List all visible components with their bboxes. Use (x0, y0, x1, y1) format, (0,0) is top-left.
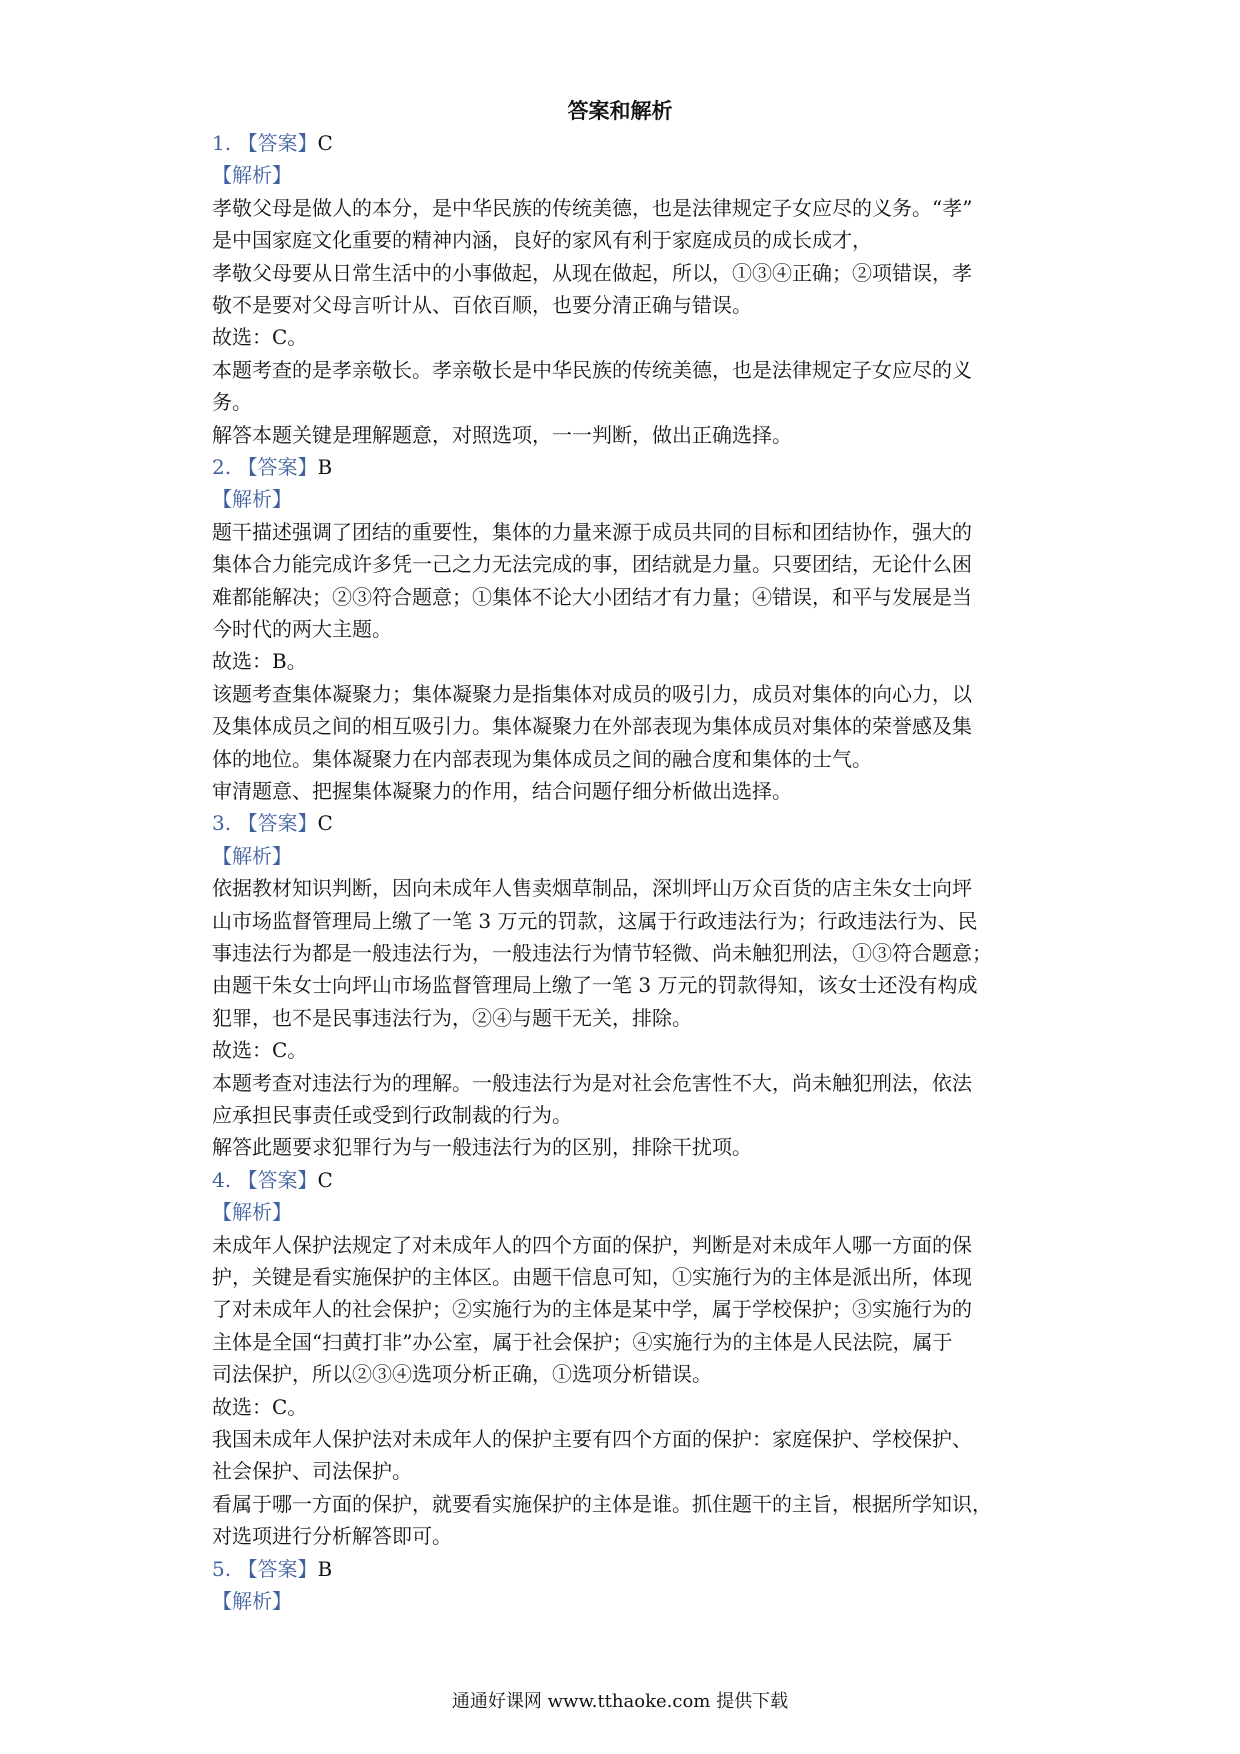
text-line (212, 1232, 1042, 1258)
line-text: B (317, 1557, 333, 1581)
line-text: 审清题意、把握集体凝聚力的作用，结合问题仔细分析做出选择。 (212, 779, 792, 803)
line-text: C (317, 811, 333, 835)
analysis-label-line (212, 486, 1042, 512)
line-text: 本题考查的是孝亲敬长。孝亲敬长是中华民族的传统美德，也是法律规定子女应尽的义 (212, 358, 972, 382)
text-line (212, 746, 1042, 772)
line-text: 依据教材知识判断，因向未成年人售卖烟草制品，深圳坪山万众百货的店主朱女士向坪 (212, 876, 972, 900)
line-text: C (317, 131, 333, 155)
text-line (212, 1005, 1042, 1031)
analysis-label-line (212, 843, 1042, 869)
line-text: 该题考查集体凝聚力；集体凝聚力是指集体对成员的吸引力，成员对集体的向心力，以 (212, 682, 972, 706)
answer-line (212, 130, 1042, 156)
line-text: 孝敬父母是做人的本分，是中华民族的传统美德，也是法律规定子女应尽的义务。“孝” (212, 196, 973, 220)
text-line (212, 357, 1042, 383)
line-text: 难都能解决；②③符合题意；①集体不论大小团结才有力量；④错误，和平与发展是当 (212, 585, 972, 609)
blue-label: 3. 【答案】 (212, 811, 318, 835)
line-text: 解答本题关键是理解题意，对照选项，一一判断，做出正确选择。 (212, 423, 792, 447)
text-line (212, 1296, 1042, 1322)
answer-line (212, 1556, 1042, 1582)
text-line (212, 1458, 1042, 1484)
line-text: 了对未成年人的社会保护；②实施行为的主体是某中学，属于学校保护；③实施行为的 (212, 1297, 972, 1321)
text-line (212, 324, 1042, 350)
text-line (212, 681, 1042, 707)
line-text: 事违法行为都是一般违法行为，一般违法行为情节轻微、尚未触犯刑法，①③符合题意； (212, 941, 992, 965)
text-line (212, 1523, 1042, 1549)
line-text: 体的地位。集体凝聚力在内部表现为集体成员之间的融合度和集体的士气。 (212, 747, 872, 771)
blue-label: 2. 【答案】 (212, 455, 318, 479)
line-text: 解答此题要求犯罪行为与一般违法行为的区别，排除干扰项。 (212, 1135, 752, 1159)
line-text: 犯罪，也不是民事违法行为，②④与题干无关，排除。 (212, 1006, 692, 1030)
line-text: 看属于哪一方面的保护，就要看实施保护的主体是谁。抓住题干的主旨，根据所学知识， (212, 1492, 992, 1516)
blue-label: 【解析】 (212, 163, 292, 187)
line-text: 由题干朱女士向坪山市场监督管理局上缴了一笔 3 万元的罚款得知，该女士还没有构成 (212, 973, 978, 997)
line-text: 故选：B。 (212, 649, 307, 673)
text-line (212, 389, 1042, 415)
text-line (212, 1134, 1042, 1160)
line-text: 及集体成员之间的相互吸引力。集体凝聚力在外部表现为集体成员对集体的荣誉感及集 (212, 714, 972, 738)
blue-label: 【解析】 (212, 1200, 292, 1224)
line-text: 应承担民事责任或受到行政制裁的行为。 (212, 1103, 572, 1127)
line-text: 对选项进行分析解答即可。 (212, 1524, 452, 1548)
text-line (212, 1037, 1042, 1063)
line-text: 集体合力能完成许多凭一己之力无法完成的事，团结就是力量。只要团结，无论什么困 (212, 552, 972, 576)
blue-label: 【解析】 (212, 1589, 292, 1613)
line-text: 是中国家庭文化重要的精神内涵，良好的家风有利于家庭成员的成长成才， (212, 228, 872, 252)
text-line (212, 1070, 1042, 1096)
text-line (212, 1426, 1042, 1452)
line-text: 孝敬父母要从日常生活中的小事做起，从现在做起，所以，①③④正确；②项错误，孝 (212, 261, 972, 285)
analysis-label-line (212, 1588, 1042, 1614)
line-text: 护，关键是看实施保护的主体区。由题干信息可知，①实施行为的主体是派出所，体现 (212, 1265, 972, 1289)
text-line (212, 260, 1042, 286)
line-text: 我国未成年人保护法对未成年人的保护主要有四个方面的保护：家庭保护、学校保护、 (212, 1427, 972, 1451)
text-line (212, 648, 1042, 674)
answer-line (212, 810, 1042, 836)
text-line (212, 778, 1042, 804)
answer-line (212, 454, 1042, 480)
line-text: 题干描述强调了团结的重要性，集体的力量来源于成员共同的目标和团结协作，强大的 (212, 520, 972, 544)
text-line (212, 1102, 1042, 1128)
text-line (212, 1329, 1042, 1355)
text-line (212, 908, 1042, 934)
line-text: 敬不是要对父母言听计从、百依百顺，也要分清正确与错误。 (212, 293, 752, 317)
text-line (212, 972, 1042, 998)
line-text: 本题考查对违法行为的理解。一般违法行为是对社会危害性不大，尚未触犯刑法，依法 (212, 1071, 972, 1095)
answer-line (212, 1167, 1042, 1193)
blue-label: 【解析】 (212, 487, 292, 511)
text-line (212, 292, 1042, 318)
text-line (212, 616, 1042, 642)
text-line (212, 875, 1042, 901)
line-text: 故选：C。 (212, 1038, 308, 1062)
line-text: 务。 (212, 390, 252, 414)
text-line (212, 422, 1042, 448)
line-text: 今时代的两大主题。 (212, 617, 392, 641)
text-line (212, 1491, 1042, 1517)
footer-watermark: 通通好课网 www.tthaoke.com 提供下载 (451, 1691, 789, 1712)
text-line (212, 551, 1042, 577)
text-line (212, 1361, 1042, 1387)
analysis-label-line (212, 162, 1042, 188)
line-text: 故选：C。 (212, 1395, 308, 1419)
line-text: 社会保护、司法保护。 (212, 1459, 412, 1483)
text-line (212, 195, 1042, 221)
line-text: C (317, 1168, 333, 1192)
line-text: 主体是全国“扫黄打非”办公室，属于社会保护；④实施行为的主体是人民法院，属于 (212, 1330, 953, 1354)
blue-label: 5. 【答案】 (212, 1557, 318, 1581)
text-line (212, 1264, 1042, 1290)
line-text: 未成年人保护法规定了对未成年人的四个方面的保护，判断是对未成年人哪一方面的保 (212, 1233, 972, 1257)
line-text: B (317, 455, 333, 479)
line-text: 故选：C。 (212, 325, 308, 349)
text-line (212, 940, 1042, 966)
text-line (212, 713, 1042, 739)
analysis-label-line (212, 1199, 1042, 1225)
text-line (212, 227, 1042, 253)
text-line (212, 584, 1042, 610)
line-text: 司法保护，所以②③④选项分析正确，①选项分析错误。 (212, 1362, 712, 1386)
blue-label: 【解析】 (212, 844, 292, 868)
line-text: 山市场监督管理局上缴了一笔 3 万元的罚款，这属于行政违法行为；行政违法行为、民 (212, 909, 978, 933)
blue-label: 4. 【答案】 (212, 1168, 318, 1192)
page-title: 答案和解析 (567, 98, 673, 123)
blue-label: 1. 【答案】 (212, 131, 318, 155)
text-line (212, 1394, 1042, 1420)
text-line (212, 519, 1042, 545)
